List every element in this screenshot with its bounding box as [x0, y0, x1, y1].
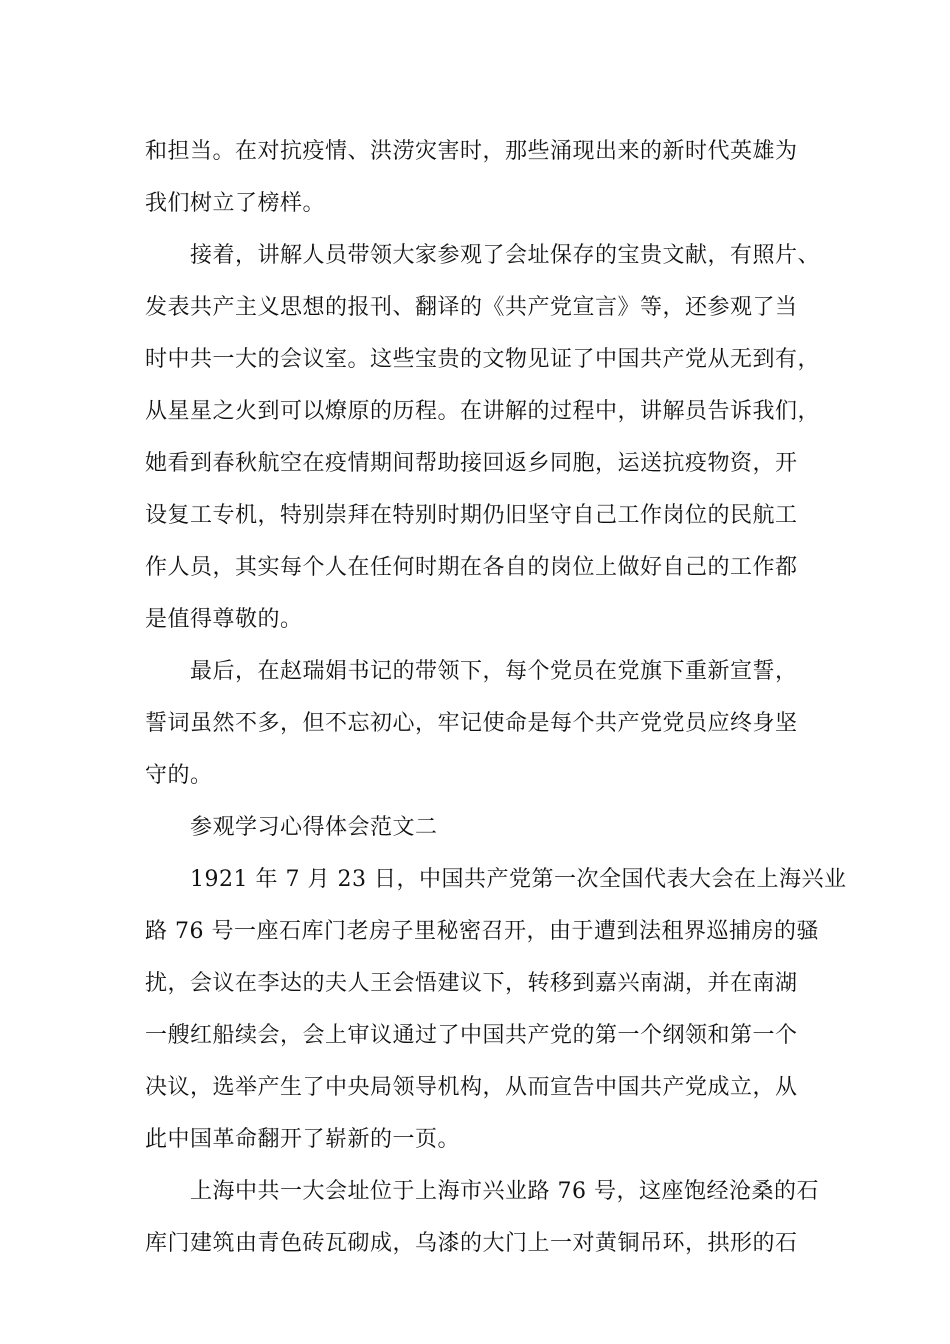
section-heading: 参观学习心得体会范文二 [190, 815, 438, 840]
text-line: 路 76 号一座石库门老房子里秘密召开，由于遭到法租界巡捕房的骚 [145, 919, 819, 944]
text-line: 守的。 [145, 763, 213, 788]
text-line: 决议，选举产生了中央局领导机构，从而宣告中国共产党成立，从 [145, 1075, 798, 1100]
text-line: 一艘红船续会，会上审议通过了中国共产党的第一个纲领和第一个 [145, 1023, 798, 1048]
paragraph-start-line: 上海中共一大会址位于上海市兴业路 76 号，这座饱经沧桑的石 [190, 1179, 819, 1204]
text-line: 从星星之火到可以燎原的历程。在讲解的过程中，讲解员告诉我们， [145, 399, 821, 424]
text-line: 她看到春秋航空在疫情期间帮助接回返乡同胞，运送抗疫物资，开 [145, 451, 798, 476]
text-line: 发表共产主义思想的报刊、翻译的《共产党宣言》等，还参观了当 [145, 295, 798, 320]
text-line: 和担当。在对抗疫情、洪涝灾害时，那些涌现出来的新时代英雄为 [145, 139, 798, 164]
text-line: 库门建筑由青色砖瓦砌成，乌漆的大门上一对黄铜吊环，拱形的石 [145, 1231, 798, 1256]
text-line: 此中国革命翻开了崭新的一页。 [145, 1127, 461, 1152]
text-line: 扰，会议在李达的夫人王会悟建议下，转移到嘉兴南湖，并在南湖 [145, 971, 798, 996]
text-line: 誓词虽然不多，但不忘初心，牢记使命是每个共产党党员应终身坚 [145, 711, 798, 736]
text-line: 作人员，其实每个人在任何时期在各自的岗位上做好自己的工作都 [145, 555, 798, 580]
text-line: 是值得尊敬的。 [145, 607, 303, 632]
text-line: 设复工专机，特别崇拜在特别时期仍旧坚守自己工作岗位的民航工 [145, 503, 798, 528]
paragraph-start-line: 最后，在赵瑞娟书记的带领下，每个党员在党旗下重新宣誓， [190, 659, 798, 684]
text-line: 时中共一大的会议室。这些宝贵的文物见证了中国共产党从无到有， [145, 347, 821, 372]
text-line: 我们树立了榜样。 [145, 191, 326, 216]
paragraph-start-line: 接着，讲解人员带领大家参观了会址保存的宝贵文献，有照片、 [190, 243, 821, 268]
paragraph-start-line: 1921 年 7 月 23 日，中国共产党第一次全国代表大会在上海兴业 [190, 867, 847, 892]
